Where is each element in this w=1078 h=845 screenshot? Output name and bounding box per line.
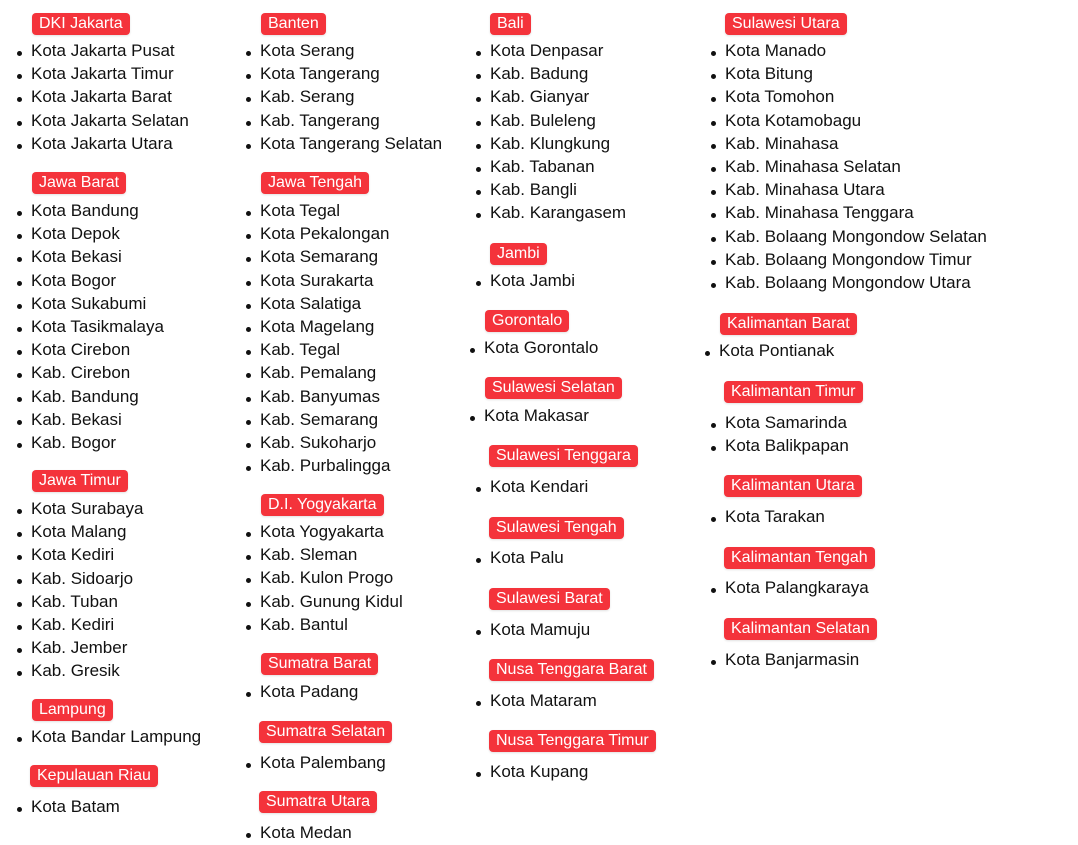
city-item: Kota Mataram [475, 689, 597, 712]
city-list-kalimantan-barat [704, 339, 834, 362]
city-list-sulawesi-barat [475, 618, 590, 641]
city-list-lampung [16, 725, 201, 748]
city-item: Kab. Bolaang Mongondow Utara [710, 271, 987, 294]
city-item: Kota Tangerang Selatan [245, 132, 442, 155]
city-item: Kota Bogor [16, 269, 164, 292]
province-badge-kalimantan-selatan: Kalimantan Selatan [724, 618, 877, 640]
city-item: Kota Manado [710, 39, 987, 62]
city-list-jambi [475, 269, 575, 292]
city-item: Kab. Karangasem [475, 201, 626, 224]
city-list-jawa-timur [16, 497, 143, 683]
city-item: Kota Cirebon [16, 338, 164, 361]
province-badge-sulawesi-barat: Sulawesi Barat [489, 588, 610, 610]
city-item: Kab. Badung [475, 62, 626, 85]
city-item: Kab. Tangerang [245, 109, 442, 132]
city-item: Kota Palangkaraya [710, 576, 869, 599]
city-item: Kota Bitung [710, 62, 987, 85]
city-list-kepulauan-riau [16, 795, 120, 818]
city-list-d-i-yogyakarta [245, 520, 403, 636]
city-item: Kota Samarinda [710, 411, 849, 434]
city-item: Kota Pontianak [704, 339, 834, 362]
city-item: Kab. Jember [16, 636, 143, 659]
city-item: Kota Palembang [245, 751, 386, 774]
province-badge-kalimantan-barat: Kalimantan Barat [720, 313, 857, 335]
city-item: Kota Pekalongan [245, 222, 390, 245]
city-item: Kota Banjarmasin [710, 648, 859, 671]
city-item: Kota Batam [16, 795, 120, 818]
province-badge-sumatra-selatan: Sumatra Selatan [259, 721, 392, 743]
city-item: Kota Tarakan [710, 505, 825, 528]
city-list-jawa-tengah [245, 199, 390, 477]
province-badge-sulawesi-tengah: Sulawesi Tengah [489, 517, 624, 539]
city-item: Kab. Minahasa [710, 132, 987, 155]
city-item: Kab. Tuban [16, 590, 143, 613]
city-item: Kab. Bolaang Mongondow Timur [710, 248, 987, 271]
city-item: Kota Surabaya [16, 497, 143, 520]
province-badge-kalimantan-utara: Kalimantan Utara [724, 475, 862, 497]
city-item: Kab. Bekasi [16, 408, 164, 431]
city-item: Kota Jakarta Selatan [16, 109, 189, 132]
city-item: Kab. Gresik [16, 659, 143, 682]
city-item: Kab. Gianyar [475, 85, 626, 108]
city-item: Kab. Purbalingga [245, 454, 390, 477]
city-list-kalimantan-tengah [710, 576, 869, 599]
city-item: Kota Kendari [475, 475, 588, 498]
city-list-banten [245, 39, 442, 155]
city-list-nusa-tenggara-timur [475, 760, 588, 783]
city-item: Kota Tegal [245, 199, 390, 222]
city-list-sumatra-barat [245, 680, 358, 703]
city-list-gorontalo [469, 336, 598, 359]
province-badge-sulawesi-utara: Sulawesi Utara [725, 13, 847, 35]
province-badge-nusa-tenggara-barat: Nusa Tenggara Barat [489, 659, 654, 681]
city-item: Kab. Tegal [245, 338, 390, 361]
province-badge-bali: Bali [490, 13, 531, 35]
city-item: Kab. Semarang [245, 408, 390, 431]
city-item: Kab. Bangli [475, 178, 626, 201]
city-list-sulawesi-utara [710, 39, 987, 294]
city-item: Kab. Bandung [16, 385, 164, 408]
province-badge-sumatra-utara: Sumatra Utara [259, 791, 377, 813]
province-badge-kalimantan-tengah: Kalimantan Tengah [724, 547, 875, 569]
city-item: Kota Mamuju [475, 618, 590, 641]
province-badge-gorontalo: Gorontalo [485, 310, 569, 332]
city-item: Kota Kotamobagu [710, 109, 987, 132]
city-item: Kota Kupang [475, 760, 588, 783]
city-item: Kota Magelang [245, 315, 390, 338]
city-item: Kab. Gunung Kidul [245, 590, 403, 613]
province-badge-jawa-timur: Jawa Timur [32, 470, 128, 492]
city-item: Kab. Kulon Progo [245, 566, 403, 589]
province-badge-nusa-tenggara-timur: Nusa Tenggara Timur [489, 730, 656, 752]
city-item: Kab. Kediri [16, 613, 143, 636]
city-item: Kab. Banyumas [245, 385, 390, 408]
province-badge-jawa-barat: Jawa Barat [32, 172, 126, 194]
city-list-dki-jakarta [16, 39, 189, 155]
city-list-kalimantan-utara [710, 505, 825, 528]
province-badge-sulawesi-selatan: Sulawesi Selatan [485, 377, 622, 399]
city-item: Kota Palu [475, 546, 564, 569]
city-item: Kota Makasar [469, 404, 589, 427]
city-item: Kota Salatiga [245, 292, 390, 315]
city-item: Kota Yogyakarta [245, 520, 403, 543]
city-item: Kota Bandar Lampung [16, 725, 201, 748]
city-item: Kota Sukabumi [16, 292, 164, 315]
city-list-kalimantan-selatan [710, 648, 859, 671]
city-item: Kota Tasikmalaya [16, 315, 164, 338]
city-item: Kab. Minahasa Selatan [710, 155, 987, 178]
city-item: Kab. Bogor [16, 431, 164, 454]
province-badge-sumatra-barat: Sumatra Barat [261, 653, 378, 675]
city-list-sumatra-selatan [245, 751, 386, 774]
province-badge-dki-jakarta: DKI Jakarta [32, 13, 130, 35]
province-badge-sulawesi-tenggara: Sulawesi Tenggara [489, 445, 638, 467]
city-item: Kota Malang [16, 520, 143, 543]
city-item: Kota Depok [16, 222, 164, 245]
city-list-sumatra-utara [245, 821, 352, 844]
city-item: Kab. Sleman [245, 543, 403, 566]
city-list-nusa-tenggara-barat [475, 689, 597, 712]
city-item: Kota Kediri [16, 543, 143, 566]
city-item: Kab. Sidoarjo [16, 567, 143, 590]
city-item: Kab. Bantul [245, 613, 403, 636]
city-list-sulawesi-tenggara [475, 475, 588, 498]
city-item: Kota Medan [245, 821, 352, 844]
city-item: Kab. Minahasa Tenggara [710, 201, 987, 224]
city-list-kalimantan-timur [710, 411, 849, 457]
city-item: Kota Jakarta Timur [16, 62, 189, 85]
city-item: Kab. Serang [245, 85, 442, 108]
city-item: Kab. Sukoharjo [245, 431, 390, 454]
city-item: Kab. Tabanan [475, 155, 626, 178]
province-badge-jambi: Jambi [490, 243, 547, 265]
province-badge-kepulauan-riau: Kepulauan Riau [30, 765, 158, 787]
city-item: Kota Padang [245, 680, 358, 703]
city-item: Kota Bandung [16, 199, 164, 222]
city-item: Kota Bekasi [16, 245, 164, 268]
city-list-jawa-barat [16, 199, 164, 454]
province-badge-jawa-tengah: Jawa Tengah [261, 172, 369, 194]
city-item: Kota Jakarta Pusat [16, 39, 189, 62]
city-item: Kota Denpasar [475, 39, 626, 62]
city-list-sulawesi-tengah [475, 546, 564, 569]
city-item: Kota Semarang [245, 245, 390, 268]
city-item: Kota Balikpapan [710, 434, 849, 457]
city-list-sulawesi-selatan [469, 404, 589, 427]
province-badge-banten: Banten [261, 13, 326, 35]
province-badge-d-i-yogyakarta: D.I. Yogyakarta [261, 494, 384, 516]
city-item: Kota Jakarta Utara [16, 132, 189, 155]
city-item: Kota Surakarta [245, 269, 390, 292]
city-item: Kota Gorontalo [469, 336, 598, 359]
city-item: Kab. Buleleng [475, 109, 626, 132]
city-item: Kota Jambi [475, 269, 575, 292]
city-item: Kota Tangerang [245, 62, 442, 85]
province-badge-lampung: Lampung [32, 699, 113, 721]
city-item: Kota Tomohon [710, 85, 987, 108]
city-item: Kab. Minahasa Utara [710, 178, 987, 201]
city-item: Kab. Cirebon [16, 361, 164, 384]
province-badge-kalimantan-timur: Kalimantan Timur [724, 381, 863, 403]
city-item: Kab. Bolaang Mongondow Selatan [710, 225, 987, 248]
city-item: Kota Serang [245, 39, 442, 62]
city-item: Kota Jakarta Barat [16, 85, 189, 108]
city-item: Kab. Klungkung [475, 132, 626, 155]
city-list-bali [475, 39, 626, 225]
city-item: Kab. Pemalang [245, 361, 390, 384]
